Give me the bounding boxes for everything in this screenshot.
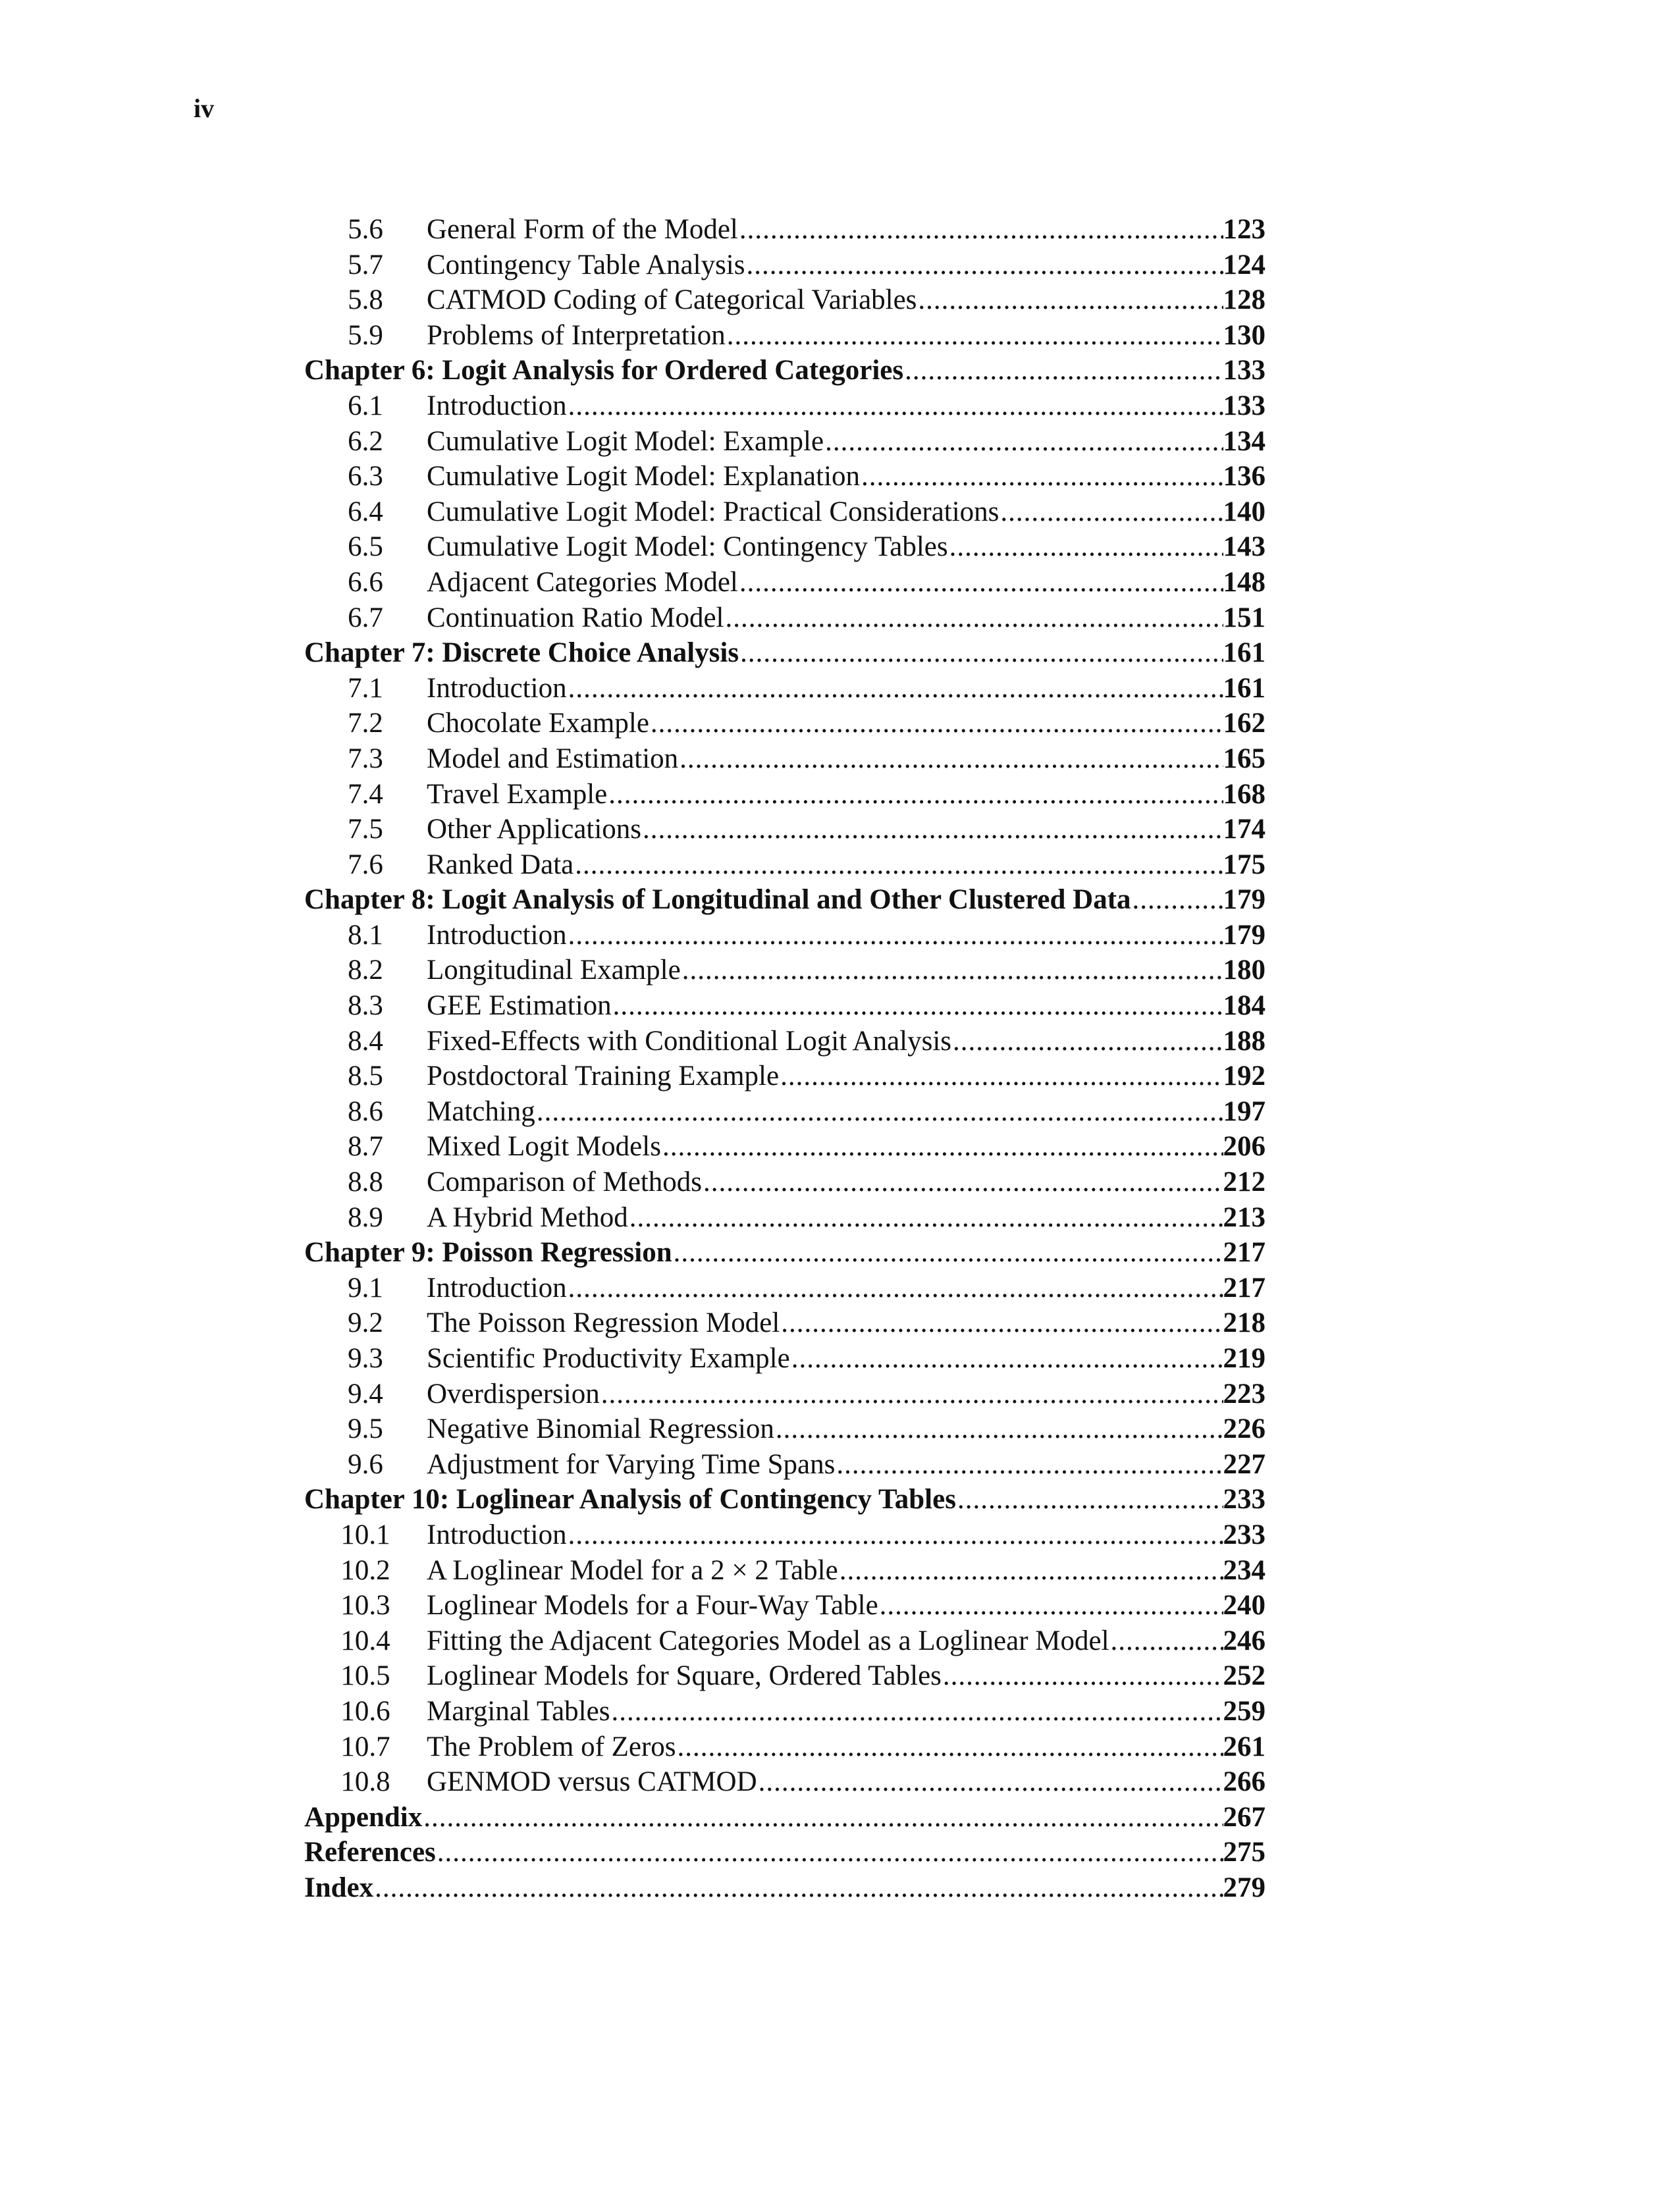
section-number: 10.2 <box>340 1554 390 1586</box>
dot-leader <box>726 318 1223 354</box>
page-ref: 223 <box>1223 1378 1266 1409</box>
toc-section-entry <box>304 1094 1266 1130</box>
section-title: Mixed Logit Models <box>427 1131 661 1163</box>
section-number: 8.8 <box>348 1167 383 1198</box>
section-title: Fitting the Adjacent Categories Model as a Loglinear Model <box>427 1625 1109 1656</box>
toc-chapter-entry <box>304 882 1266 918</box>
section-number: 9.5 <box>348 1413 383 1445</box>
section-number: 6.1 <box>348 390 383 421</box>
section-title: The Poisson Regression Model <box>427 1307 780 1339</box>
section-number: 9.4 <box>348 1378 383 1409</box>
toc-section-entry <box>304 1411 1266 1447</box>
dot-leader <box>600 1377 1223 1412</box>
toc-chapter-entry <box>304 1835 1266 1870</box>
toc-section-entry <box>304 600 1266 636</box>
dot-leader <box>948 529 1223 565</box>
dot-leader <box>956 1482 1223 1517</box>
page-ref: 123 <box>1223 214 1266 245</box>
section-number: 6.4 <box>348 496 383 527</box>
dot-leader <box>738 212 1223 248</box>
page-ref: 246 <box>1223 1625 1266 1656</box>
section-title: General Form of the Model <box>427 214 738 245</box>
section-number: 9.1 <box>348 1272 383 1304</box>
section-title: A Loglinear Model for a 2 × 2 Table <box>427 1554 838 1586</box>
dot-leader <box>567 918 1223 953</box>
dot-leader <box>628 1200 1223 1236</box>
toc-section-entry <box>304 1764 1266 1800</box>
section-title: Cumulative Logit Model: Example <box>427 425 824 457</box>
section-number: 8.1 <box>348 919 383 951</box>
section-title: Introduction <box>427 390 567 421</box>
dot-leader <box>917 282 1223 318</box>
section-number: 8.2 <box>348 955 383 986</box>
section-number: 7.5 <box>348 814 383 845</box>
dot-leader <box>607 777 1223 812</box>
dot-leader <box>780 1305 1223 1341</box>
dot-leader <box>757 1764 1223 1800</box>
page-ref: 259 <box>1223 1695 1266 1727</box>
dot-leader <box>790 1341 1223 1377</box>
toc-section-entry <box>304 777 1266 812</box>
toc-chapter-entry <box>304 353 1266 388</box>
page-ref: 130 <box>1223 319 1266 351</box>
page-ref: 174 <box>1223 814 1266 845</box>
dot-leader <box>567 1271 1223 1306</box>
toc-section-entry <box>304 1024 1266 1059</box>
dot-leader <box>567 388 1223 424</box>
section-number: 6.6 <box>348 566 383 598</box>
page-ref: 227 <box>1223 1448 1266 1480</box>
dot-leader <box>535 1094 1223 1130</box>
section-title: Model and Estimation <box>427 743 679 774</box>
toc-chapter-entry <box>304 1235 1266 1271</box>
page-ref: 279 <box>1223 1872 1266 1903</box>
page-ref: 133 <box>1223 390 1266 421</box>
dot-leader <box>676 1729 1223 1765</box>
toc-section-entry <box>304 1658 1266 1694</box>
toc-section-entry <box>304 212 1266 248</box>
page-ref: 136 <box>1223 461 1266 492</box>
page-ref: 218 <box>1223 1307 1266 1339</box>
section-title: Problems of Interpretation <box>427 319 726 351</box>
page-ref: 162 <box>1223 708 1266 739</box>
toc-section-entry <box>304 918 1266 953</box>
section-title: Other Applications <box>427 814 642 845</box>
section-title: Adjacent Categories Model <box>427 566 738 598</box>
page-ref: 267 <box>1223 1801 1266 1833</box>
section-number: 10.8 <box>340 1766 390 1798</box>
section-number: 5.9 <box>348 319 383 351</box>
dot-leader <box>672 1235 1223 1271</box>
dot-leader <box>661 1129 1223 1165</box>
chapter-title: Chapter 8: Logit Analysis of Longitudinal and Other Clustered Data <box>304 884 1131 916</box>
page-ref: 151 <box>1223 602 1266 633</box>
section-title: Loglinear Models for Square, Ordered Tables <box>427 1660 942 1692</box>
dot-leader <box>779 1059 1223 1094</box>
page-ref: 124 <box>1223 249 1266 280</box>
dot-leader <box>999 494 1223 530</box>
page-ref: 161 <box>1223 637 1266 669</box>
section-title: Cumulative Logit Model: Practical Considerations <box>427 496 999 527</box>
section-title: Marginal Tables <box>427 1695 610 1727</box>
section-number: 6.5 <box>348 531 383 563</box>
page-ref: 161 <box>1223 672 1266 704</box>
section-title: The Problem of Zeros <box>427 1731 676 1762</box>
section-title: Travel Example <box>427 778 608 810</box>
dot-leader <box>878 1588 1223 1623</box>
toc-chapter-entry <box>304 1482 1266 1517</box>
page-ref: 275 <box>1223 1837 1266 1868</box>
section-number: 10.1 <box>340 1519 390 1550</box>
chapter-title: Appendix <box>304 1801 423 1833</box>
chapter-title: Index <box>304 1872 374 1903</box>
section-title: Introduction <box>427 1519 567 1550</box>
page-ref: 143 <box>1223 531 1266 563</box>
dot-leader <box>835 1447 1223 1483</box>
page-ref: 240 <box>1223 1590 1266 1621</box>
section-number: 10.6 <box>340 1695 390 1727</box>
dot-leader <box>641 812 1223 847</box>
toc-section-entry <box>304 1341 1266 1377</box>
dot-leader <box>942 1658 1223 1694</box>
dot-leader <box>1109 1623 1223 1659</box>
section-title: Comparison of Methods <box>427 1167 703 1198</box>
toc-section-entry <box>304 1165 1266 1200</box>
toc-section-entry <box>304 1305 1266 1341</box>
section-title: A Hybrid Method <box>427 1201 628 1233</box>
toc-section-entry <box>304 1517 1266 1553</box>
toc-section-entry <box>304 1623 1266 1659</box>
page-ref: 133 <box>1223 355 1266 386</box>
section-number: 5.6 <box>348 214 383 245</box>
dot-leader <box>745 248 1223 283</box>
toc-section-entry <box>304 1694 1266 1729</box>
dot-leader <box>678 741 1223 777</box>
toc-section-entry <box>304 847 1266 883</box>
page-ref: 197 <box>1223 1095 1266 1127</box>
section-title: Loglinear Models for a Four-Way Table <box>427 1590 878 1621</box>
page-ref: 233 <box>1223 1519 1266 1550</box>
toc-chapter-entry <box>304 1870 1266 1906</box>
dot-leader <box>702 1165 1223 1200</box>
section-number: 10.3 <box>340 1590 390 1621</box>
section-number: 8.4 <box>348 1025 383 1057</box>
page-ref: 212 <box>1223 1167 1266 1198</box>
chapter-title: Chapter 9: Poisson Regression <box>304 1237 672 1269</box>
dot-leader <box>824 424 1223 460</box>
section-number: 7.2 <box>348 708 383 739</box>
dot-leader <box>1131 882 1223 918</box>
toc-section-entry <box>304 1588 1266 1623</box>
section-title: Cumulative Logit Model: Contingency Tables <box>427 531 948 563</box>
page-ref: 179 <box>1223 919 1266 951</box>
page-ref: 219 <box>1223 1343 1266 1374</box>
page-ref: 233 <box>1223 1484 1266 1515</box>
dot-leader <box>649 706 1223 741</box>
toc-section-entry <box>304 812 1266 847</box>
page-ref: 188 <box>1223 1025 1266 1057</box>
toc-section-entry <box>304 706 1266 741</box>
section-title: Introduction <box>427 919 567 951</box>
section-number: 9.3 <box>348 1343 383 1374</box>
toc-section-entry <box>304 318 1266 354</box>
toc-section-entry <box>304 494 1266 530</box>
page-ref: 266 <box>1223 1766 1266 1798</box>
dot-leader <box>567 1517 1223 1553</box>
section-title: Negative Binomial Regression <box>427 1413 774 1445</box>
section-number: 6.2 <box>348 425 383 457</box>
toc-section-entry <box>304 1553 1266 1589</box>
toc-section-entry <box>304 1377 1266 1412</box>
section-number: 8.3 <box>348 990 383 1022</box>
dot-leader <box>612 988 1223 1024</box>
section-title: Matching <box>427 1095 535 1127</box>
toc-section-entry <box>304 565 1266 600</box>
dot-leader <box>422 1800 1223 1835</box>
section-title: Ranked Data <box>427 849 574 880</box>
dot-leader <box>739 635 1223 671</box>
toc-section-entry <box>304 1729 1266 1765</box>
toc-chapter-entry <box>304 635 1266 671</box>
section-title: Continuation Ratio Model <box>427 602 724 633</box>
section-number: 10.5 <box>340 1660 390 1692</box>
page-ref: 134 <box>1223 425 1266 457</box>
dot-leader <box>573 847 1223 883</box>
page-ref: 213 <box>1223 1201 1266 1233</box>
section-number: 7.4 <box>348 778 383 810</box>
page-ref: 148 <box>1223 566 1266 598</box>
dot-leader <box>860 459 1223 494</box>
dot-leader <box>436 1835 1223 1870</box>
toc-section-entry <box>304 388 1266 424</box>
page-ref: 252 <box>1223 1660 1266 1692</box>
section-number: 8.7 <box>348 1131 383 1163</box>
section-title: GEE Estimation <box>427 990 612 1022</box>
page-ref: 128 <box>1223 284 1266 316</box>
dot-leader <box>373 1870 1223 1906</box>
section-title: GENMOD versus CATMOD <box>427 1766 757 1798</box>
dot-leader <box>951 1024 1223 1059</box>
toc-section-entry <box>304 1129 1266 1165</box>
toc-section-entry <box>304 282 1266 318</box>
page-ref: 217 <box>1223 1272 1266 1304</box>
dot-leader <box>838 1553 1223 1589</box>
chapter-title: References <box>304 1837 436 1868</box>
toc-section-entry <box>304 988 1266 1024</box>
section-title: Contingency Table Analysis <box>427 249 745 280</box>
section-number: 9.2 <box>348 1307 383 1339</box>
section-title: Cumulative Logit Model: Explanation <box>427 461 861 492</box>
page-ref: 184 <box>1223 990 1266 1022</box>
section-number: 8.6 <box>348 1095 383 1127</box>
toc-section-entry <box>304 741 1266 777</box>
toc-section-entry <box>304 424 1266 460</box>
section-title: Introduction <box>427 1272 567 1304</box>
page-ref: 192 <box>1223 1061 1266 1092</box>
section-number: 7.1 <box>348 672 383 704</box>
section-number: 8.9 <box>348 1201 383 1233</box>
page-ref: 168 <box>1223 778 1266 810</box>
dot-leader <box>610 1694 1223 1729</box>
page-ref: 180 <box>1223 955 1266 986</box>
dot-leader <box>724 600 1223 636</box>
table-of-contents <box>304 212 1266 1906</box>
section-title: Adjustment for Varying Time Spans <box>427 1448 836 1480</box>
toc-section-entry <box>304 529 1266 565</box>
section-number: 9.6 <box>348 1448 383 1480</box>
toc-section-entry <box>304 459 1266 494</box>
section-title: Fixed-Effects with Conditional Logit Analysis <box>427 1025 952 1057</box>
section-title: Introduction <box>427 672 567 704</box>
section-title: Chocolate Example <box>427 708 649 739</box>
section-number: 6.7 <box>348 602 383 633</box>
section-number: 6.3 <box>348 461 383 492</box>
chapter-title: Chapter 7: Discrete Choice Analysis <box>304 637 739 669</box>
section-number: 7.6 <box>348 849 383 880</box>
section-number: 5.7 <box>348 249 383 280</box>
dot-leader <box>903 353 1223 388</box>
page-ref: 175 <box>1223 849 1266 880</box>
page-ref: 140 <box>1223 496 1266 527</box>
page-ref: 165 <box>1223 743 1266 774</box>
page-ref: 179 <box>1223 884 1266 916</box>
toc-section-entry <box>304 1447 1266 1483</box>
section-number: 10.4 <box>340 1625 390 1656</box>
toc-section-entry <box>304 1059 1266 1094</box>
section-number: 5.8 <box>348 284 383 316</box>
section-title: Longitudinal Example <box>427 955 681 986</box>
toc-section-entry <box>304 953 1266 988</box>
section-title: Postdoctoral Training Example <box>427 1061 780 1092</box>
chapter-title: Chapter 6: Logit Analysis for Ordered Categories <box>304 355 904 386</box>
section-title: Overdispersion <box>427 1378 600 1409</box>
section-number: 7.3 <box>348 743 383 774</box>
toc-section-entry <box>304 671 1266 706</box>
page-ref: 217 <box>1223 1237 1266 1269</box>
toc-section-entry <box>304 1271 1266 1306</box>
toc-section-entry <box>304 248 1266 283</box>
toc-chapter-entry <box>304 1800 1266 1835</box>
section-title: CATMOD Coding of Categorical Variables <box>427 284 917 316</box>
page-ref: 226 <box>1223 1413 1266 1445</box>
dot-leader <box>774 1411 1223 1447</box>
section-number: 8.5 <box>348 1061 383 1092</box>
dot-leader <box>567 671 1223 706</box>
toc-section-entry <box>304 1200 1266 1236</box>
dot-leader <box>681 953 1223 988</box>
page-ref: 261 <box>1223 1731 1266 1762</box>
section-title: Scientific Productivity Example <box>427 1343 790 1374</box>
chapter-title: Chapter 10: Loglinear Analysis of Contingency Tables <box>304 1484 956 1515</box>
page-number: iv <box>194 93 215 123</box>
section-number: 10.7 <box>340 1731 390 1762</box>
page-ref: 206 <box>1223 1131 1266 1163</box>
dot-leader <box>738 565 1223 600</box>
page-ref: 234 <box>1223 1554 1266 1586</box>
